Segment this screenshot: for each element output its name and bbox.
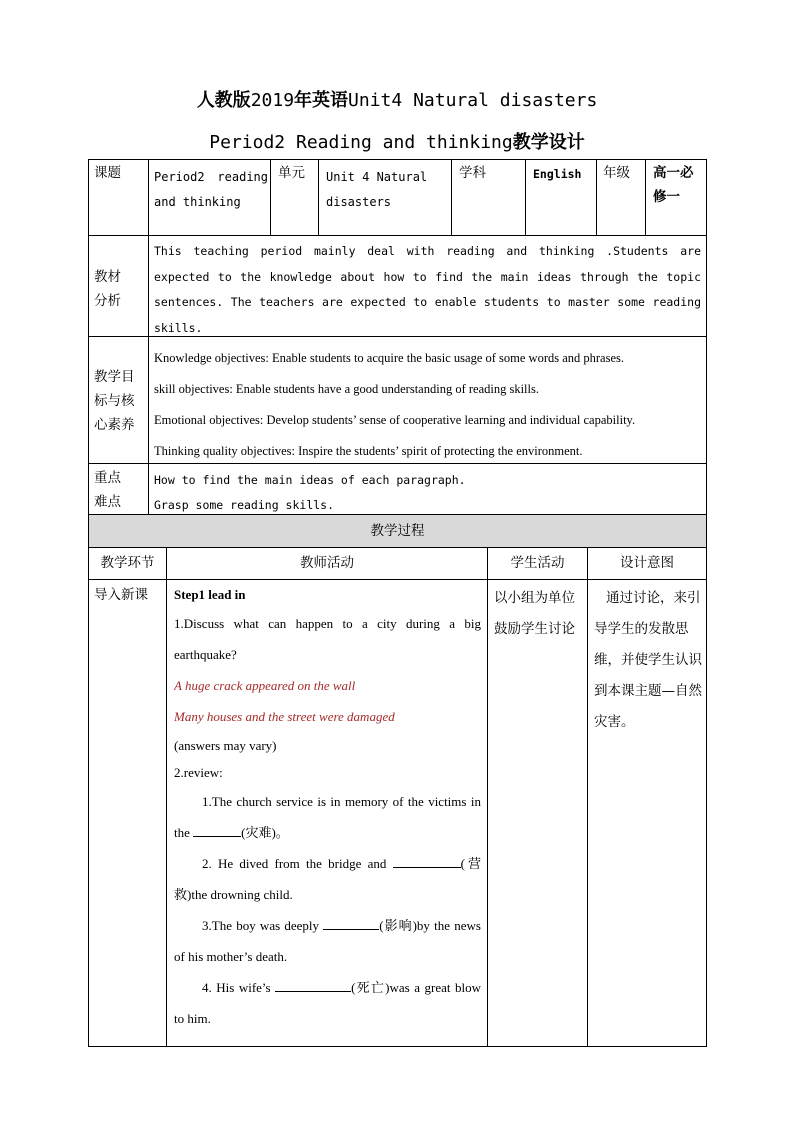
document-title-line1: 人教版2019年英语Unit4 Natural disasters xyxy=(196,90,598,111)
header-stage: 教学环节 xyxy=(100,555,155,571)
review-item-1: 1.The church service is in memory of the victims in the (灾难)。 xyxy=(174,794,481,840)
header-student: 学生活动 xyxy=(510,555,565,571)
analysis-text: This teaching period mainly deal with reading and thinking .Students are expected to the knowledge about how to find the main ideas through the topic sentences. The teachers are expected to enable students to master some reading skills. xyxy=(154,244,701,335)
unit-label: 单元 xyxy=(278,165,305,181)
question-1: 1.Discuss what can happen to a city during a big earthquake? xyxy=(174,616,481,662)
analysis-label: 教材分析 xyxy=(94,269,121,309)
topic-value: Period2 reading and thinking xyxy=(154,170,268,209)
grade-value: 高一必修一 xyxy=(653,165,694,205)
objective-knowledge: Knowledge objectives: Enable students to acquire the basic usage of some words and phrases. xyxy=(154,351,625,365)
design-intent: 通过讨论，来引导学生的发散思维，并使学生认识到本课主题—自然灾害。 xyxy=(594,590,702,730)
answer-1: A huge crack appeared on the wall xyxy=(174,678,356,693)
key-points-label: 重点难点 xyxy=(94,470,121,510)
subject-value: English xyxy=(533,167,582,181)
lesson-plan-table xyxy=(88,159,707,1047)
review-item-2: 2. He dived from the bridge and (营救)the drowning child. xyxy=(174,856,481,902)
review-item-3: 3.The boy was deeply (影响)by the news of his mother’s death. xyxy=(174,918,481,964)
answer-note: (answers may vary) xyxy=(174,738,277,753)
objectives-list xyxy=(154,343,704,467)
review-label: 2.review: xyxy=(174,765,223,780)
key-points-list xyxy=(154,468,701,518)
answer-2: Many houses and the street were damaged xyxy=(174,709,395,724)
teacher-activity xyxy=(174,582,481,1034)
step-title: Step1 lead in xyxy=(174,587,246,602)
topic-label: 课题 xyxy=(94,165,121,181)
student-activity: 以小组为单位鼓励学生讨论 xyxy=(494,590,575,637)
objective-skill: skill objectives: Enable students have a good understanding of reading skills. xyxy=(154,382,539,396)
header-teacher: 教师活动 xyxy=(300,555,354,571)
objective-thinking: Thinking quality objectives: Inspire the students’ spirit of protecting the environment. xyxy=(154,444,583,458)
process-title: 教学过程 xyxy=(89,515,706,547)
objectives-label: 教学目标与核心素养 xyxy=(94,369,135,433)
review-item-4: 4. His wife’s (死亡)was a great blow to him. xyxy=(174,980,481,1026)
stage-name: 导入新课 xyxy=(94,587,148,603)
document-title-line2: Period2 Reading and thinking教学设计 xyxy=(209,132,585,153)
key-point: How to find the main ideas of each paragraph. xyxy=(154,473,466,487)
objective-emotional: Emotional objectives: Develop students’ sense of cooperative learning and individual capability. xyxy=(154,413,636,427)
grade-label: 年级 xyxy=(603,165,630,181)
unit-value: Unit 4 Natural disasters xyxy=(326,170,428,209)
subject-label: 学科 xyxy=(459,165,486,181)
key-point: Grasp some reading skills. xyxy=(154,498,335,512)
header-intent: 设计意图 xyxy=(620,555,674,571)
